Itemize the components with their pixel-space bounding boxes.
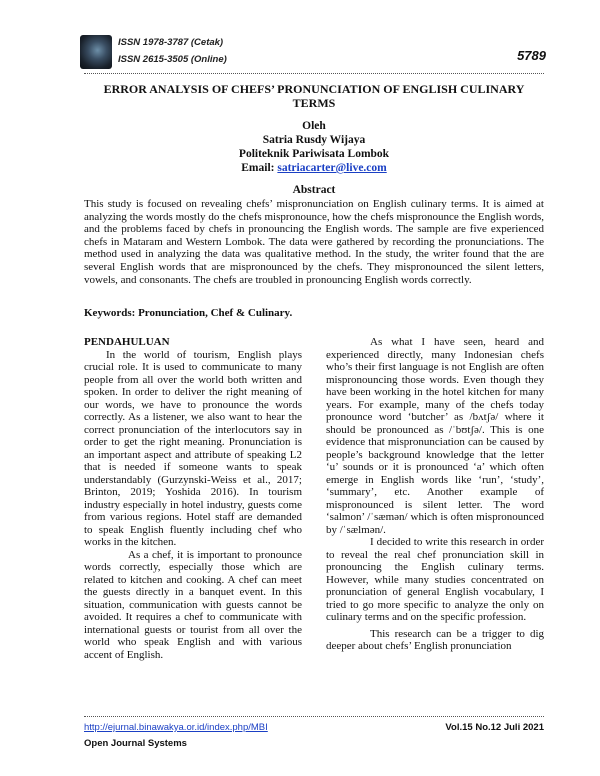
email-label: Email: (241, 162, 278, 174)
paragraph: I decided to write this research in order to reveal the real chef pronunciation skill in pronouncing the English culinary terms. However, while many studies concentrated on pronunciation of general English vocabulary, I tried to go more specific to analyze the only on culinary terms and on the specific profession. (326, 536, 544, 623)
abstract-heading: Abstract (292, 184, 336, 196)
left-column (84, 336, 302, 661)
footer-divider (84, 716, 544, 717)
right-column (326, 336, 544, 653)
paragraph: As a chef, it is important to pronounce words correctly, especially those which are related to kitchen and cooking. A chef can meet the guests directly in a banquet event. In this situation, communication with guests cannot be avoided. It requires a chef to communicate with international guests or tourist from all over the world who speak English and with various accent of English. (84, 548, 302, 661)
issn-online: ISSN 2615-3505 (Online) (118, 54, 227, 65)
author-email-line (84, 162, 544, 174)
volume-info: Vol.15 No.12 Juli 2021 (445, 722, 544, 733)
paragraph: This research can be a trigger to dig deeper about chefs’ English pronunciation (326, 627, 544, 652)
author-institution: Politeknik Pariwisata Lombok (238, 148, 390, 160)
abstract-text: This study is focused on revealing chefs’ mispronunciation on English culinary terms. It is aimed at analyzing the words mostly do the chefs mispronounce, how the chefs mispronounce the English words, and the problems faced by chefs in pronouncing the English words. The sample are five experienced chefs in Mataram and Western Lombok. The data were gathered by recording the pronunciations. The method used in analyzing the data was qualitative method. In the study, the writer found that the are several English words that are mispronounced by the chefs. They mispronounced the silent letters, vowels, and consonants. The chefs are troubled in pronouncing English words correctly. (84, 198, 544, 286)
paragraph: In the world of tourism, English plays crucial role. It is used to communicate to many people from all over the world both written and spoken. In order to deliver the right meaning of our words, we have to pronounce the words correctly. As a listener, we also want to hear the correct pronunciation of the interlocutors say in order to get the right meaning. Pronunciation is an important aspect and attribute of speaking L2 that is needed if someone wants to speak understandably (Gurzynski-Weiss et al., 2017; Brinton, 2019; Yoshida 2016). In tourism industry especially in hotel industry, guests come from various regions. Hotel staff are demanded to speak English fluently including chef who works in the kitchen. (84, 348, 302, 548)
paragraph: As what I have seen, heard and experienced directly, many Indonesian chefs who’s their first language is not English are often mispronouncing those words. Even though they have been working in the hotel kitchen for many years. For example, many of the chefs today pronounce word ‘butcher’ as /bʌtʃə/ where it should be pronounced as /ˈbʊtʃə/. This is one evidence that mispronunciation can be caused by people’s background knowledge that the letter ‘u’ sounds or it is pronounced ‘a’ which often emerge in English words like ‘run’, ‘study’, ‘summary’, etc. Another example of mispronounced is silent letter. The word ‘salmon’ /ˈsæmən/ which is often mispronounced by /ˈsælmən/. (326, 336, 544, 536)
paper-title: ERROR ANALYSIS OF CHEFS’ PRONUNCIATION OF ENGLISH CULINARY TERMS (103, 82, 525, 110)
header-divider (84, 73, 544, 74)
keywords: Keywords: Pronunciation, Chef & Culinary. (84, 307, 293, 319)
email-link[interactable]: satriacarter@live.com (277, 162, 387, 174)
ojs-label: Open Journal Systems (84, 738, 187, 749)
issn-print: ISSN 1978-3787 (Cetak) (118, 37, 224, 48)
journal-logo (80, 35, 112, 69)
section-heading: PENDAHULUAN (84, 336, 170, 348)
page-number: 5789 (517, 48, 546, 63)
journal-url-link[interactable]: http://ejurnal.binawakya.or.id/index.php/MBI (84, 722, 268, 733)
author-by: Oleh (302, 120, 326, 132)
author-name: Satria Rusdy Wijaya (262, 134, 366, 146)
